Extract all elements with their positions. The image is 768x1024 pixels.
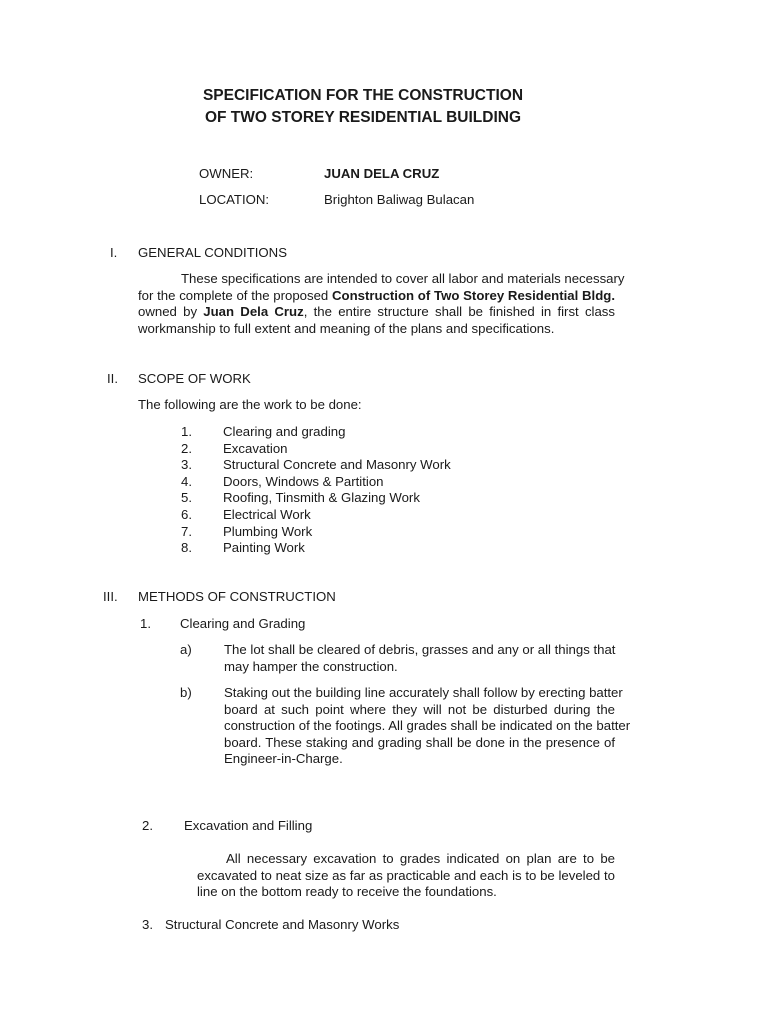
paragraph-line <box>138 304 615 321</box>
section-3-number: III. <box>103 589 118 604</box>
paragraph-line: The lot shall be cleared of debris, grasses and any or all things that <box>224 642 616 657</box>
paragraph-line: board at such point where they will not be disturbed during the <box>224 701 615 717</box>
subsection-3-number: 3. <box>142 917 153 932</box>
scope-item-text: Structural Concrete and Masonry Work <box>223 457 451 473</box>
document-title-line-2: OF TWO STOREY RESIDENTIAL BUILDING <box>204 109 522 126</box>
location-value: Brighton Baliwag Bulacan <box>324 192 475 207</box>
owner-name: Juan Dela Cruz <box>203 304 304 320</box>
item-b-text <box>224 685 631 768</box>
paragraph-line: workmanship to full extent and meaning of the plans and specifications. <box>138 320 555 336</box>
paragraph-line: may hamper the construction. <box>224 658 398 674</box>
subsection-1-heading: Clearing and Grading <box>180 616 306 631</box>
scope-item-text: Painting Work <box>223 540 305 556</box>
paragraph-line: construction of the footings. All grades shall be indicated on the batter <box>224 718 631 734</box>
paragraph-text: for the complete of the proposed <box>138 287 333 303</box>
paragraph-line: excavated to neat size as far as practicable and each is to be leveled to <box>197 867 615 883</box>
document-title-line-1: SPECIFICATION FOR THE CONSTRUCTION <box>202 87 524 104</box>
paragraph-line: board. These staking and grading shall be done in the presence of <box>224 734 615 750</box>
paragraph-line: These specifications are intended to cover all labor and materials necessary <box>181 271 625 286</box>
item-a-text <box>224 642 615 675</box>
scope-item-number: 7. <box>181 523 192 539</box>
scope-item-number: 2. <box>181 440 192 456</box>
scope-item-text: Roofing, Tinsmith & Glazing Work <box>223 490 420 506</box>
section-3-heading: METHODS OF CONSTRUCTION <box>138 589 336 604</box>
scope-item-text: Doors, Windows & Partition <box>223 473 384 489</box>
paragraph-line: All necessary excavation to grades indicated on plan are to be <box>226 851 615 866</box>
paragraph-text: , the entire structure shall be finished in first class <box>303 304 615 320</box>
subsection-2-heading: Excavation and Filling <box>184 818 313 833</box>
item-a-label: a) <box>180 642 192 657</box>
section-1-heading: GENERAL CONDITIONS <box>138 245 287 260</box>
scope-item-number: 4. <box>181 473 192 489</box>
scope-item-text: Clearing and grading <box>223 424 346 439</box>
paragraph-line: Engineer-in-Charge. <box>224 751 343 767</box>
scope-item-text: Excavation <box>223 440 288 456</box>
subsection-1-number: 1. <box>140 616 151 631</box>
paragraph-line: Staking out the building line accurately shall follow by erecting batter <box>224 685 623 700</box>
project-name: Construction of Two Storey Residential Bldg. <box>332 287 615 303</box>
item-b-label: b) <box>180 685 192 700</box>
general-conditions-paragraph <box>138 271 625 337</box>
scope-item-number: 3. <box>181 457 192 473</box>
scope-item-number: 5. <box>181 490 192 506</box>
paragraph-text: owned by <box>138 304 204 320</box>
section-1-number: I. <box>110 245 118 260</box>
scope-item-number: 6. <box>181 507 192 522</box>
section-2-number: II. <box>107 371 118 386</box>
section-2-heading: SCOPE OF WORK <box>138 371 251 386</box>
scope-item-number: 8. <box>181 540 192 556</box>
paragraph-line <box>138 288 615 305</box>
paragraph-line: line on the bottom ready to receive the foundations. <box>197 884 497 900</box>
location-label: LOCATION: <box>199 192 270 207</box>
subsection-2-number: 2. <box>142 818 153 833</box>
excavation-paragraph <box>197 851 615 901</box>
owner-value: JUAN DELA CRUZ <box>324 166 440 181</box>
subsection-3-heading: Structural Concrete and Masonry Works <box>165 917 400 932</box>
scope-item-text: Electrical Work <box>223 507 311 522</box>
scope-intro: The following are the work to be done: <box>138 397 362 412</box>
owner-label: OWNER: <box>199 166 254 181</box>
scope-item-number: 1. <box>181 424 192 439</box>
scope-item-text: Plumbing Work <box>223 523 313 539</box>
